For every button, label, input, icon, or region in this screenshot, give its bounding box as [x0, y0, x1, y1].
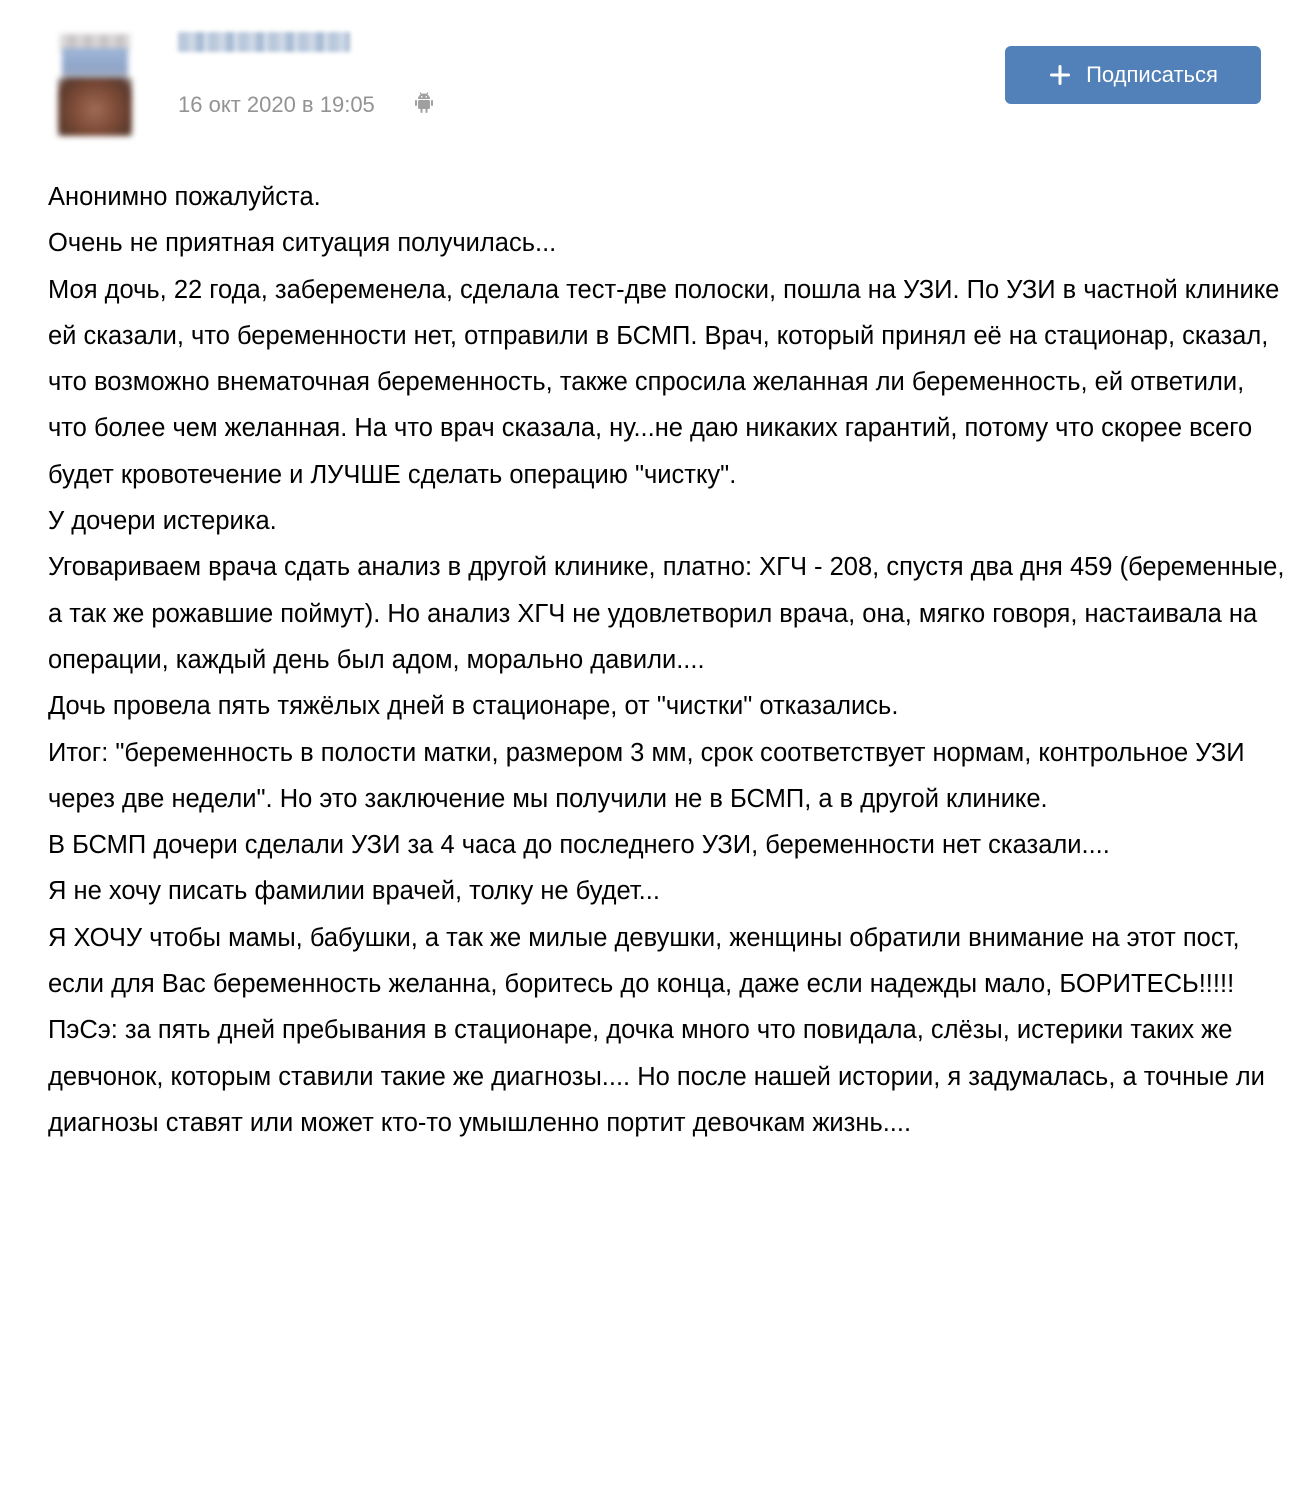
plus-icon — [1048, 63, 1072, 87]
post-paragraph-ps: ПэСэ: за пять дней пребывания в стационаре, дочка много что повидала, слёзы, истерики таких же девчонок, которым ставили такие же диагнозы.... Но после нашей истории, я задумалась, а точные ли диагнозы ставят или может кто-то умышленно портит девочкам жизнь.... — [48, 1016, 1265, 1137]
post-paragraph-story: Моя дочь, 22 года, забеременела, сделала тест-две полоски, пошла на УЗИ. По УЗИ в частной клинике ей сказали, что беременности нет, отправили в БСМП. Врач, который принял её на стационар, сказал, что возможно внематочная беременность, также спросила желанная ли беременность, ей ответили, что более чем желанная. На что врач сказала, ну...не даю никаких гарантий, потому что скорее всего будет кровотечение и ЛУЧШЕ сделать операцию "чистку". — [48, 275, 1280, 489]
post-paragraph-hysteria: У дочери истерика. — [48, 507, 277, 536]
subscribe-button[interactable] — [1005, 46, 1261, 104]
post-paragraph-anonymous: Анонимно пожалуйста. — [48, 183, 321, 211]
avatar-blur-face — [58, 78, 132, 136]
post-paragraph-appeal: Я ХОЧУ чтобы мамы, бабушки, а так же милые девушки, женщины обратили внимание на этот пост, если для Вас беременность желанна, боритесь до конца, даже если надежды мало, БОРИТЕСЬ!!!!! — [48, 923, 1240, 999]
post-paragraph-bsmp-uzi: В БСМП дочери сделали УЗИ за 4 часа до последнего УЗИ, беременности нет сказали.... — [48, 831, 1110, 860]
post-header — [0, 0, 1312, 150]
post-paragraph-situation: Очень не приятная ситуация получилась... — [48, 229, 557, 258]
post-text — [48, 174, 1288, 1146]
post-paragraph-no-names: Я не хочу писать фамилии врачей, толку не будет... — [48, 877, 660, 906]
post-date[interactable]: 16 окт 2020 в 19:05 — [178, 92, 375, 117]
post-paragraph-analysis: Уговариваем врача сдать анализ в другой клинике, платно: ХГЧ - 208, спустя два дня 459 (беременные, а так же рожавшие поймут). Но анализ ХГЧ не удовлетворил врача, она, мягко говоря, настаивала на операции, каждый день был адом, морально давили.... — [48, 553, 1285, 674]
author-name[interactable] — [178, 32, 350, 52]
post-paragraph-refusal: Дочь провела пять тяжёлых дней в стационаре, от "чистки" отказались. — [48, 692, 899, 721]
android-icon — [414, 92, 434, 114]
avatar[interactable] — [48, 34, 142, 138]
avatar-blur-middle — [62, 48, 128, 82]
post-paragraph-result: Итог: "беременность в полости матки, размером 3 мм, срок соответствует нормам, контрольное УЗИ через две недели". Но это заключение мы получили не в БСМП, а в другой клинике. — [48, 738, 1245, 813]
subscribe-label: Подписаться — [1086, 62, 1218, 87]
